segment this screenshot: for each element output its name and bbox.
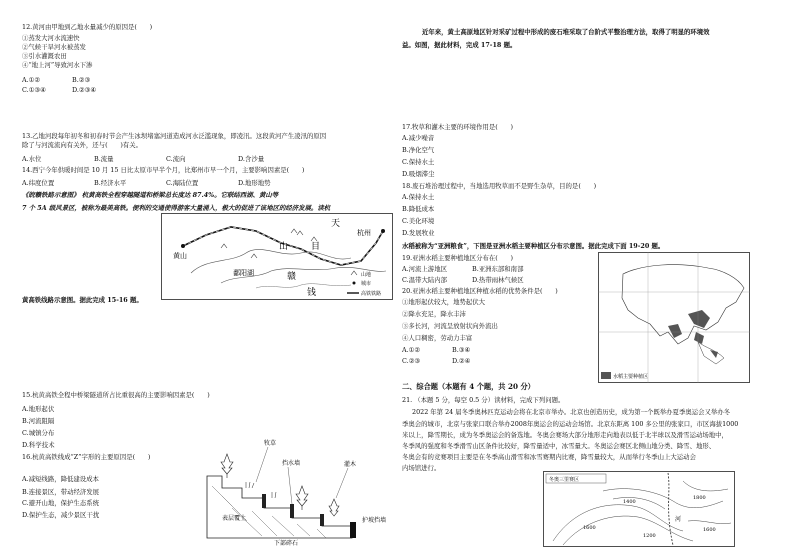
intro1: 近年来，黄土高原地区针对采矿过程中形成的废石堆采取了台阶式平整治理方法，取得了明显的环境效 bbox=[422, 28, 710, 36]
label-slope: 表层覆土 bbox=[222, 515, 247, 522]
label-bottom: 下部碎石 bbox=[274, 540, 299, 547]
q20-stem: 20.亚洲水稻主要种植地区种植水稻的优势条件是( ) bbox=[402, 287, 558, 295]
contour-label: 1200 bbox=[643, 533, 656, 539]
q15-stem: 15.杭黄高铁全程中桥梁隧道所占比重很高的主要影响因素是( ) bbox=[22, 391, 210, 399]
q21-line-4: 冬季风的强度和冬季滑雪山区条件比较好，降雪量适中，冰雪量大。冬奥运会赛区北侧山地分类、降雪、地形、 bbox=[402, 442, 716, 450]
protect-wall bbox=[350, 522, 356, 538]
q19-option-a[interactable]: A.河流上游地区 bbox=[402, 265, 447, 273]
q12-item-2: ②气候干旱河水被蒸发 bbox=[22, 43, 86, 51]
q14-options bbox=[22, 179, 310, 187]
passage2: 水稻被称为“亚洲粮食”，下图是亚洲水稻主要种植区分布示意图。据此完成下面 19-20 题。 bbox=[402, 242, 665, 250]
q19-options-1 bbox=[402, 265, 542, 273]
passage1-line2: 7 个 5A 级风景区，被称为最美高铁。便利的交通使得游客大量涌入，极大的促进了该地区的经济发展。读杭 bbox=[22, 204, 331, 212]
q21-line-2: 季奥会的城市，北京与张家口联合举办2008年奥运会的运动会场馆。北京东距离 100 多公里的张家口，市区海拔1000 bbox=[402, 420, 739, 428]
q14-stem: 14.西宁今年供暖时间是 10 月 15 日比太原市早半个月，比郑州市早一个月，主要影响因素是( ) bbox=[22, 166, 305, 174]
q18-option-c[interactable]: C.美化环境 bbox=[402, 217, 435, 225]
map-label-hangzhou: 杭州 bbox=[357, 229, 371, 237]
map-label-qian: 钱 bbox=[307, 288, 317, 298]
q14-option-c[interactable]: C.海陆位置 bbox=[166, 179, 199, 187]
label-protect: 护坡挡墙 bbox=[362, 517, 387, 524]
label-shrub: 灌木 bbox=[344, 461, 357, 468]
q12-option-c[interactable]: C.①③④ bbox=[22, 86, 46, 94]
q21-line-1: 2022 年第 24 届冬季奥林匹克运动会将在北京市举办。北京也创造历史，成为第一个既举办夏季奥运会又举办冬 bbox=[412, 408, 731, 416]
q14-option-b[interactable]: B.经济水平 bbox=[94, 179, 127, 187]
contour-label: 1600 bbox=[703, 527, 716, 533]
q20-option-a[interactable]: A.①② bbox=[402, 346, 421, 354]
label-grass: 牧草 bbox=[264, 440, 277, 447]
q12-item-1: ①蒸发大河水流速快 bbox=[22, 34, 80, 42]
q16-option-a[interactable]: A.减短线路，降低建设成本 bbox=[22, 475, 99, 483]
q12-item-4: ④“地上河”导致河水下渗 bbox=[22, 61, 93, 69]
q18-option-d[interactable]: D.发展牧业 bbox=[402, 229, 435, 237]
q19-options-2 bbox=[402, 276, 542, 284]
q13-option-c[interactable]: C.流向 bbox=[166, 155, 186, 163]
q17-option-d[interactable]: D.吸烟滞尘 bbox=[402, 170, 435, 178]
q13-stem-1: 13.乙地河段每年初冬和初春时节会产生冰坝堵塞河道造成河水泛滥现象，即凌汛。这段黄河产生凌汛的原因 bbox=[22, 132, 327, 140]
city-dot bbox=[181, 244, 185, 248]
q15-option-b[interactable]: B.河流阻隔 bbox=[22, 417, 55, 425]
river-label: 河 bbox=[675, 516, 682, 523]
asia-rice-map bbox=[598, 252, 750, 383]
q13-stem-2: 除了与河流流向有关外，还与( )有关。 bbox=[22, 141, 143, 149]
rice-legend: 水稻主要种植区 bbox=[613, 374, 649, 380]
intro2: 益。如图，据此材料，完成 17-18 题。 bbox=[402, 41, 517, 49]
q21-last: 内场馆进行。 bbox=[402, 464, 441, 472]
q21-line-5: 冬奥会有的竞赛项目主要是在冬季高山滑雪和冰雪赛期内比赛，降雪量较大，从而举行冬季山上大运动会 bbox=[402, 453, 696, 461]
grass-icons bbox=[246, 482, 276, 498]
contour-map bbox=[543, 471, 735, 547]
q16-option-b[interactable]: B.连接景区，带动经济发展 bbox=[22, 488, 100, 496]
q18-option-a[interactable]: A.保持水土 bbox=[402, 193, 435, 201]
q13-option-b[interactable]: B.流量 bbox=[94, 155, 114, 163]
q12-option-a[interactable]: A.①② bbox=[22, 76, 41, 84]
q20-item-1: ①地形起伏较大，地势起伏大 bbox=[402, 298, 486, 306]
q20-item-4: ④人口稠密，劳动力丰富 bbox=[402, 334, 473, 342]
railway-map bbox=[161, 213, 393, 300]
q18-stem: 18.废石堆治理过程中，当地选用牧草而不是野生杂草，目的是( ) bbox=[402, 182, 597, 190]
q20-item-3: ③多长河，河流呈放射状向外流出 bbox=[402, 322, 498, 330]
city-dot bbox=[381, 229, 385, 233]
q17-option-c[interactable]: C.保持水土 bbox=[402, 158, 435, 166]
q20-option-b[interactable]: B.③④ bbox=[452, 346, 471, 354]
q13-options bbox=[22, 155, 310, 163]
q20-item-2: ②降水充足，降水丰沛 bbox=[402, 310, 466, 318]
section-heading: 二、综合题（本题有 4 个题，共 20 分） bbox=[402, 382, 535, 391]
caption1: 黄高铁线路示意图。据此完成 15-16 题。 bbox=[22, 296, 143, 304]
q19-option-d[interactable]: D.热带雨林气候区 bbox=[472, 276, 524, 284]
svg-text:高铁铁路: 高铁铁路 bbox=[361, 291, 382, 297]
contour-label: 1800 bbox=[693, 495, 706, 501]
q17-option-a[interactable]: A.减少噪音 bbox=[402, 134, 435, 142]
map-label-tian: 天 bbox=[331, 219, 341, 229]
q19-stem: 19.亚洲水稻主要种植地区分布在( ) bbox=[402, 254, 514, 262]
q15-option-c[interactable]: C.城镇分布 bbox=[22, 429, 55, 437]
map-label-poyang: 鄱阳湖 bbox=[233, 269, 254, 277]
q20-option-d[interactable]: D.②④ bbox=[452, 357, 471, 365]
q18-option-b[interactable]: B.降低成本 bbox=[402, 205, 435, 213]
q21-intro: 21. （本题 5 分，每空 0.5 分）读材料，完成下列问题。 bbox=[402, 396, 565, 404]
terrace-slope-diagram bbox=[202, 436, 397, 547]
q12-options-2 bbox=[22, 86, 122, 94]
q17-stem: 17.牧草和灌木主要的环境作用是( ) bbox=[402, 123, 514, 131]
q12-item-3: ③引水灌溉农田 bbox=[22, 52, 67, 60]
map-label-jiangxi: 赣 bbox=[287, 272, 297, 282]
label-wall: 挡水墙 bbox=[282, 460, 301, 467]
q20-options-2 bbox=[402, 357, 502, 365]
q20-option-c[interactable]: C.②③ bbox=[402, 357, 421, 365]
q12-option-b[interactable]: B.②③ bbox=[72, 76, 91, 84]
svg-text:城市: 城市 bbox=[361, 281, 372, 287]
q16-option-c[interactable]: C.避开山地，保护生态系统 bbox=[22, 499, 99, 507]
q21-line-3: 米以上，降雪期长，成为冬季奥运会的备选地。冬奥会赛场大部分地形走向地表以低于北半球以及滑雪运动场地中， bbox=[402, 431, 728, 439]
q14-option-d[interactable]: D.地形地势 bbox=[238, 179, 271, 187]
q13-option-d[interactable]: D.含沙量 bbox=[238, 155, 265, 163]
contour-label: 1400 bbox=[623, 499, 636, 505]
q12-options bbox=[22, 76, 122, 84]
q16-option-d[interactable]: D.保护生态，减少景区干扰 bbox=[22, 511, 100, 519]
q15-option-d[interactable]: D.科学技术 bbox=[22, 441, 55, 449]
q13-option-a[interactable]: A.水位 bbox=[22, 155, 42, 163]
q12-stem: 12.黄河由甲地到乙地水量减少的原因是( ) bbox=[22, 23, 153, 31]
q12-option-d[interactable]: D.②③④ bbox=[72, 86, 97, 94]
q19-option-b[interactable]: B.亚洲东部和南部 bbox=[472, 265, 524, 273]
q20-options-1 bbox=[402, 346, 502, 354]
q15-option-a[interactable]: A.地形起伏 bbox=[22, 405, 55, 413]
q14-option-a[interactable]: A.纬度位置 bbox=[22, 179, 55, 187]
q17-option-b[interactable]: B.净化空气 bbox=[402, 146, 435, 154]
q16-stem: 16.杭黄高铁线成“Z”字形的主要原因是( ) bbox=[22, 453, 151, 461]
q19-option-c[interactable]: C.温带大陆内部 bbox=[402, 276, 448, 284]
map-label-shan: 山 bbox=[279, 242, 289, 252]
contour-label: 1600 bbox=[583, 525, 596, 531]
map-label-huangshan: 黄山 bbox=[173, 252, 187, 260]
passage1-line1: 《皖赣铁路示意图》 杭黄高铁全程穿越隧道和桥梁总长度达 87.4%。它联结西湖、黄山等 bbox=[22, 191, 279, 199]
map3-title: 冬奥三里赛区 bbox=[549, 477, 580, 483]
svg-text:山地: 山地 bbox=[361, 272, 372, 278]
map-label-mu: 目 bbox=[311, 242, 321, 252]
